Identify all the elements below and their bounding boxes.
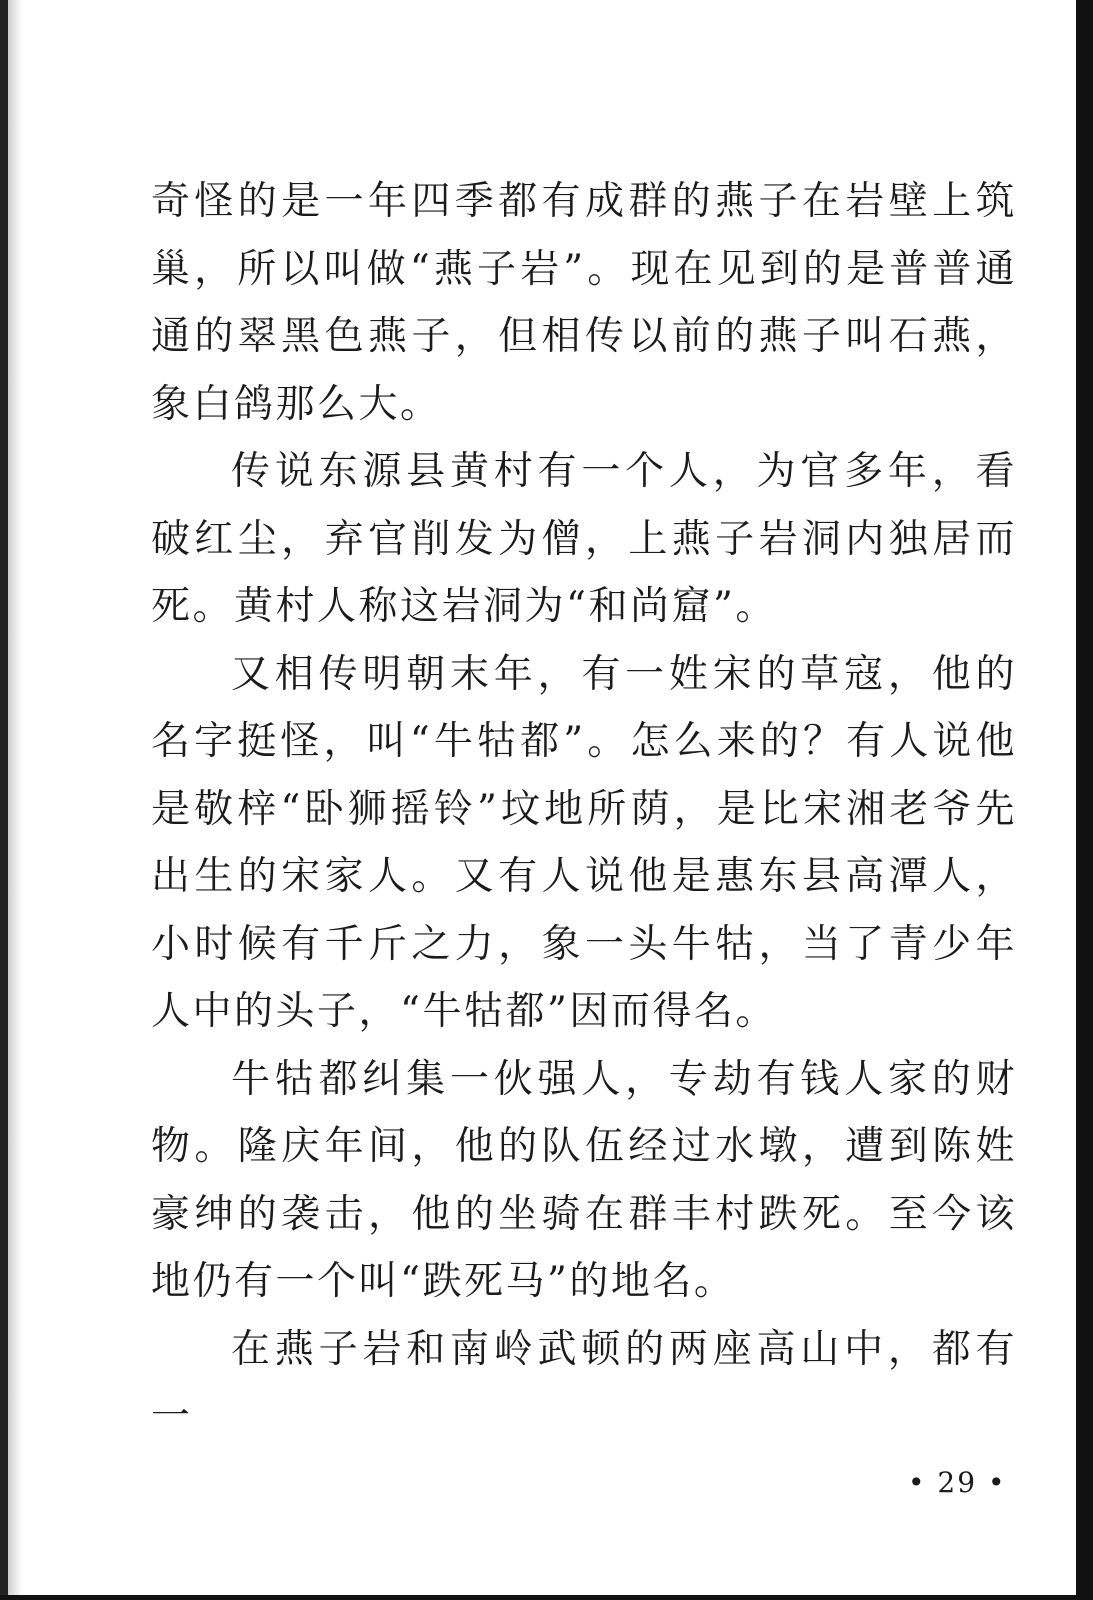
paragraph-5: 在燕子岩和南岭武顿的两座高山中，都有一 — [151, 1326, 1017, 1439]
body-text — [151, 168, 1017, 1451]
paragraph-2: 传说东源县黄村有一个人，为官多年，看破红尘，弃官削发为僧，上燕子岩洞内独居而死。黄村人称这岩洞为“和尚窟”。 — [151, 449, 1017, 629]
scan-bottom-edge — [0, 1595, 1093, 1600]
page-number: • 29 • — [908, 1466, 1007, 1499]
page-gutter-shadow — [8, 0, 22, 1595]
book-page — [8, 0, 1076, 1595]
scan-right-edge — [1076, 0, 1093, 1600]
paragraph-1: 奇怪的是一年四季都有成群的燕子在岩壁上筑巢，所以叫做“燕子岩”。现在见到的是普普通通的翠黑色燕子，但相传以前的燕子叫石燕，象白鸽那么大。 — [151, 179, 1017, 427]
scan-left-edge — [0, 0, 8, 1600]
paragraph-4: 牛牯都纠集一伙强人，专劫有钱人家的财物。隆庆年间，他的队伍经过水墩，遭到陈姓豪绅的袭击，他的坐骑在群丰村跌死。至今该地仍有一个叫“跌死马”的地名。 — [151, 1056, 1017, 1304]
paragraph-3: 又相传明朝末年，有一姓宋的草寇，他的名字挺怪，叫“牛牯都”。怎么来的？有人说他是敬梓“卧狮摇铃”坟地所荫，是比宋湘老爷先出生的宋家人。又有人说他是惠东县高潭人，小时候有千斤之力，象一头牛牯，当了青少年人中的头子，“牛牯都”因而得名。 — [151, 651, 1017, 1034]
